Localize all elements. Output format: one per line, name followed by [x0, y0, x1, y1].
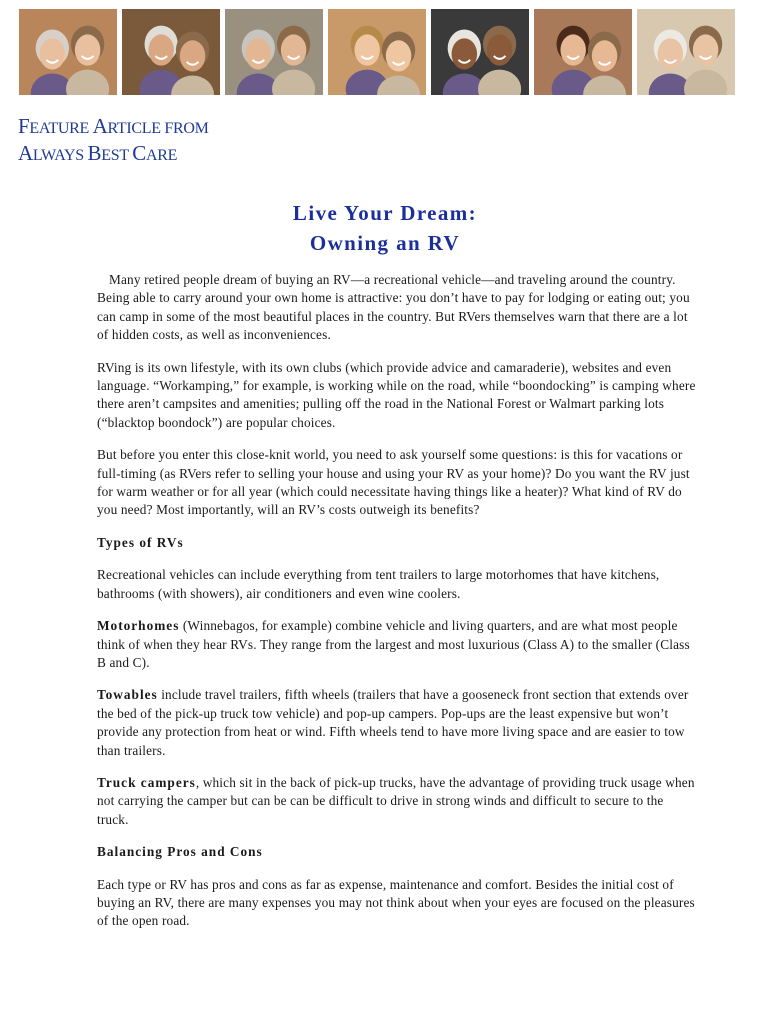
paragraph-questions: But before you enter this close-knit world, you need to ask yourself some questions: is this for vacations or full-timing (as RVers refer to selling your house and using your RV as your home)? Do you want the RV just for warm weather or for all year (which could necessitate having things like a heater)? What kind of RV do you need? Most importantly, will an RV’s costs outweigh its benefits?	[97, 447, 690, 518]
paragraph-types: Recreational vehicles can include everything from tent trailers to large motorhomes that have kitchens, bathrooms (with showers), air conditioners and even wine coolers.	[97, 567, 660, 601]
kicker-line-1: FEATURE ARTICLE FROM	[18, 114, 209, 138]
paragraph-expenses: Each type or RV has pros and cons as far as expense, maintenance and comfort. Besides the initial cost of buying an RV, there are many expenses you may not think about when your eyes are focused on the pleasures of the open road.	[97, 876, 695, 929]
mother-daughter-photo	[327, 8, 427, 96]
lead-truck-campers: Truck campers	[97, 774, 196, 790]
title-line-2: Owning an RV	[309, 231, 461, 255]
feature-kicker	[18, 114, 209, 168]
heading-balancing-pros-cons: Balancing Pros and Cons	[97, 844, 263, 860]
paragraph-truck-campers: Truck campers, which sit in the back of pick-up trucks, have the advantage of providing truck usage when not carrying the camper but can be can be difficult to drive in strong winds and difficult to secure to the truck.	[97, 774, 695, 827]
caregiver-senior-photo	[636, 8, 736, 96]
header-photo-strip	[18, 8, 736, 96]
paragraph-towables: Towables include travel trailers, fifth wheels (trailers that have a gooseneck front section that extends over the bed of the pick-up truck tow vehicle) and pop-up campers. Pop-ups are the least expensive but won’t provide any protection from heat or wind. Fifth wheels tend to have more living space and are easier to tow than trailers.	[97, 687, 689, 758]
elderly-couple-photo	[121, 8, 221, 96]
senior-friends-photo	[430, 8, 530, 96]
title-line-1: Live Your Dream:	[292, 201, 478, 225]
senior-woman-laughing-photo	[224, 8, 324, 96]
paragraph-lifestyle: RVing is its own lifestyle, with its own clubs (which provide advice and camaraderie), websites and even language. “Workamping,” for example, is working while on the road, while “boondocking” is camping where there aren’t campsites and amenities; pulling off the road in the National Forest or Walmart parking lots (“blacktop boondock”) are popular choices.	[97, 359, 696, 430]
two-women-photo	[18, 8, 118, 96]
article-title	[0, 198, 770, 258]
kicker-line-2: ALWAYS BEST CARE	[18, 141, 178, 165]
lead-towables: Towables	[97, 687, 158, 703]
lead-motorhomes: Motorhomes	[97, 618, 180, 634]
heading-types-of-rvs: Types of RVs	[97, 534, 184, 550]
paragraph-motorhomes: Motorhomes (Winnebagos, for example) combine vehicle and living quarters, and are what most people think of when they hear RVs. They range from the largest and most luxurious (Class A) to the smaller (Class B and C).	[97, 618, 690, 670]
smiling-women-photo	[533, 8, 633, 96]
article-body	[97, 271, 697, 945]
paragraph-intro: Many retired people dream of buying an RV—a recreational vehicle—and traveling around the country. Being able to carry around your own home is attractive: you don’t have to pay for lodging or eating out; you can camp in some of the most beautiful places in the country. But RVers themselves warn that there are a lot of hidden costs, as well as inconveniences.	[97, 272, 690, 343]
